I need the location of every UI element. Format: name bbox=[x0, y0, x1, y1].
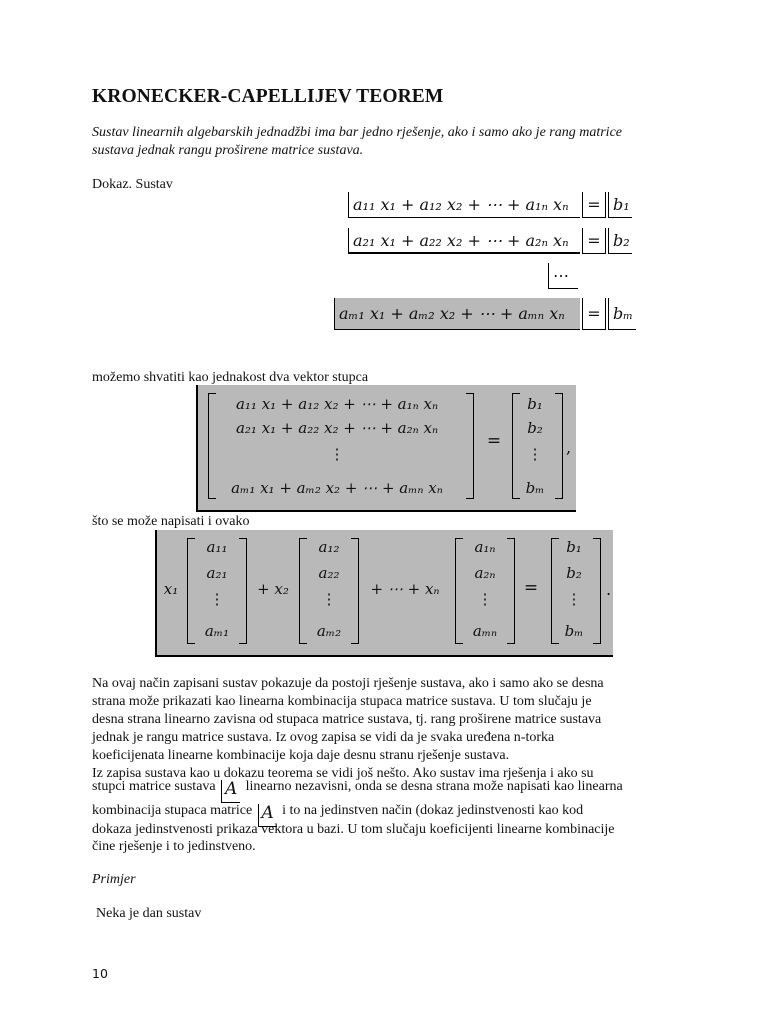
col2-row-3: ⋮ bbox=[321, 590, 337, 608]
column-intro: što se može napisati i ovako bbox=[92, 514, 250, 529]
left-bracket bbox=[299, 538, 307, 644]
system-dots-text: ⋯ bbox=[548, 263, 578, 289]
coln-row-2: a₂ₙ bbox=[474, 564, 496, 582]
rhs-row-2: b₂ bbox=[566, 564, 582, 582]
system-row-2 bbox=[348, 228, 632, 254]
system-row-m-equals: = bbox=[582, 298, 606, 330]
vector-rhs-row-4: bₘ bbox=[525, 479, 545, 497]
vector-equals: = bbox=[486, 431, 502, 451]
column-equation-panel bbox=[155, 530, 613, 657]
left-bracket bbox=[512, 393, 520, 499]
paragraph-text: linearno nezavisni, onda se desna strana može napisati kao linearna bbox=[245, 779, 623, 794]
system-row-1-equals: = bbox=[582, 192, 606, 218]
rhs-row-1: b₁ bbox=[566, 538, 582, 556]
paragraph-text: stupci matrice sustava bbox=[92, 779, 216, 794]
column-trailing-period: . bbox=[606, 580, 612, 599]
paragraph-line: jednak je rangu matrice sustava. Iz ovog zapisa se vidi da je svaka uređena n-torka bbox=[92, 730, 555, 745]
system-row-2-rhs: b₂ bbox=[608, 228, 632, 254]
right-bracket bbox=[351, 538, 359, 644]
right-bracket bbox=[239, 538, 247, 644]
system-row-1-lhs: a₁₁ x₁ + a₁₂ x₂ + ⋯ + a₁ₙ xₙ bbox=[348, 192, 580, 218]
vector-lhs-row-2: a₂₁ x₁ + a₂₂ x₂ + ⋯ + a₂ₙ xₙ bbox=[235, 419, 439, 437]
rhs-row-4: bₘ bbox=[564, 622, 584, 640]
coef-plus-dots-xn: + ⋯ + xₙ bbox=[370, 580, 440, 598]
col2-row-1: a₁₂ bbox=[318, 538, 340, 556]
paragraph2-line-1 bbox=[92, 778, 623, 803]
vector-lhs-row-1: a₁₁ x₁ + a₁₂ x₂ + ⋯ + a₁ₙ xₙ bbox=[235, 395, 439, 413]
system-dots bbox=[548, 263, 578, 289]
coef-x1: x₁ bbox=[163, 580, 179, 598]
theorem-statement: Sustav linearnih algebarskih jednadžbi ima bar jedno rješenje, ako i samo ako je rang matrice sustava jednak rangu proširene matrice sustava. bbox=[92, 125, 622, 158]
vector-lhs-row-3: ⋮ bbox=[329, 445, 345, 463]
matrix-symbol-A: A bbox=[221, 780, 240, 803]
page-title: KRONECKER-CAPELLIJEV TEOREM bbox=[92, 86, 444, 107]
explanation-paragraph bbox=[92, 675, 682, 783]
coef-plus-x2: + x₂ bbox=[257, 580, 289, 598]
right-bracket bbox=[593, 538, 601, 644]
system-row-m-rhs: bₘ bbox=[608, 298, 636, 330]
vector-trailing-comma: , bbox=[566, 438, 572, 457]
right-bracket bbox=[466, 393, 474, 499]
paragraph-line: Iz zapisa sustava kao u dokazu teorema se vidi još nešto. Ako sustav ima rješenja i ako su bbox=[92, 766, 594, 781]
system-row-m bbox=[334, 298, 636, 330]
vector-intro: možemo shvatiti kao jednakost dva vektor stupca bbox=[92, 370, 369, 385]
paragraph-line: koeficijenata linearne kombinacije koja daje desnu stranu rješenje sustava. bbox=[92, 748, 510, 763]
proof-intro: Dokaz. Sustav bbox=[92, 177, 173, 192]
col2-row-4: aₘ₂ bbox=[316, 622, 342, 640]
vector-rhs-row-2: b₂ bbox=[527, 419, 543, 437]
vector-equation-panel bbox=[196, 385, 576, 512]
col1-row-4: aₘ₁ bbox=[204, 622, 230, 640]
col2-row-2: a₂₂ bbox=[318, 564, 340, 582]
vector-rhs-row-3: ⋮ bbox=[527, 445, 543, 463]
coln-row-1: a₁ₙ bbox=[474, 538, 496, 556]
left-bracket bbox=[208, 393, 216, 499]
col1-row-2: a₂₁ bbox=[206, 564, 228, 582]
rhs-row-3: ⋮ bbox=[566, 590, 582, 608]
paragraph-text: kombinacija stupaca matrice bbox=[92, 803, 253, 818]
paragraph-line: desna strana linearno zavisna od stupaca matrice sustava, tj. rang proširene matrice sustava bbox=[92, 712, 602, 727]
vector-lhs-row-4: aₘ₁ x₁ + aₘ₂ x₂ + ⋯ + aₘₙ xₙ bbox=[231, 479, 443, 497]
left-bracket bbox=[187, 538, 195, 644]
paragraph2-line-4: čine rješenje i to jedinstveno. bbox=[92, 839, 256, 854]
matrix-symbol-A: A bbox=[258, 804, 277, 827]
paragraph-line: Na ovaj način zapisani sustav pokazuje da postoji rješenje sustava, ako i samo ako se desna bbox=[92, 676, 604, 691]
right-bracket bbox=[507, 538, 515, 644]
system-row-2-equals: = bbox=[582, 228, 606, 254]
paragraph-line: strana može prikazati kao linearna kombinacija stupaca matrice sustava. U tom slučaju je bbox=[92, 694, 592, 709]
coln-row-4: aₘₙ bbox=[472, 622, 498, 640]
col1-row-1: a₁₁ bbox=[206, 538, 228, 556]
right-bracket bbox=[555, 393, 563, 499]
paragraph2-line-3: dokaza jedinstvenosti prikaza vektora u bazi. U tom slučaju koeficijenti linearne kombinacije bbox=[92, 822, 615, 837]
left-bracket bbox=[455, 538, 463, 644]
system-row-m-lhs: aₘ₁ x₁ + aₘ₂ x₂ + ⋯ + aₘₙ xₙ bbox=[334, 298, 580, 330]
coln-row-3: ⋮ bbox=[477, 590, 493, 608]
example-label: Primjer bbox=[92, 872, 136, 887]
example-text: Neka je dan sustav bbox=[96, 906, 202, 921]
column-equals: = bbox=[523, 578, 539, 598]
col1-row-3: ⋮ bbox=[209, 590, 225, 608]
vector-rhs-row-1: b₁ bbox=[527, 395, 543, 413]
page-number: 10 bbox=[92, 966, 108, 981]
paragraph-text: i to na jedinstven način (dokaz jedinstvenosti kao kod bbox=[282, 803, 584, 818]
system-row-1 bbox=[348, 192, 632, 218]
system-row-2-lhs: a₂₁ x₁ + a₂₂ x₂ + ⋯ + a₂ₙ xₙ bbox=[348, 228, 580, 254]
system-row-1-rhs: b₁ bbox=[608, 192, 632, 218]
